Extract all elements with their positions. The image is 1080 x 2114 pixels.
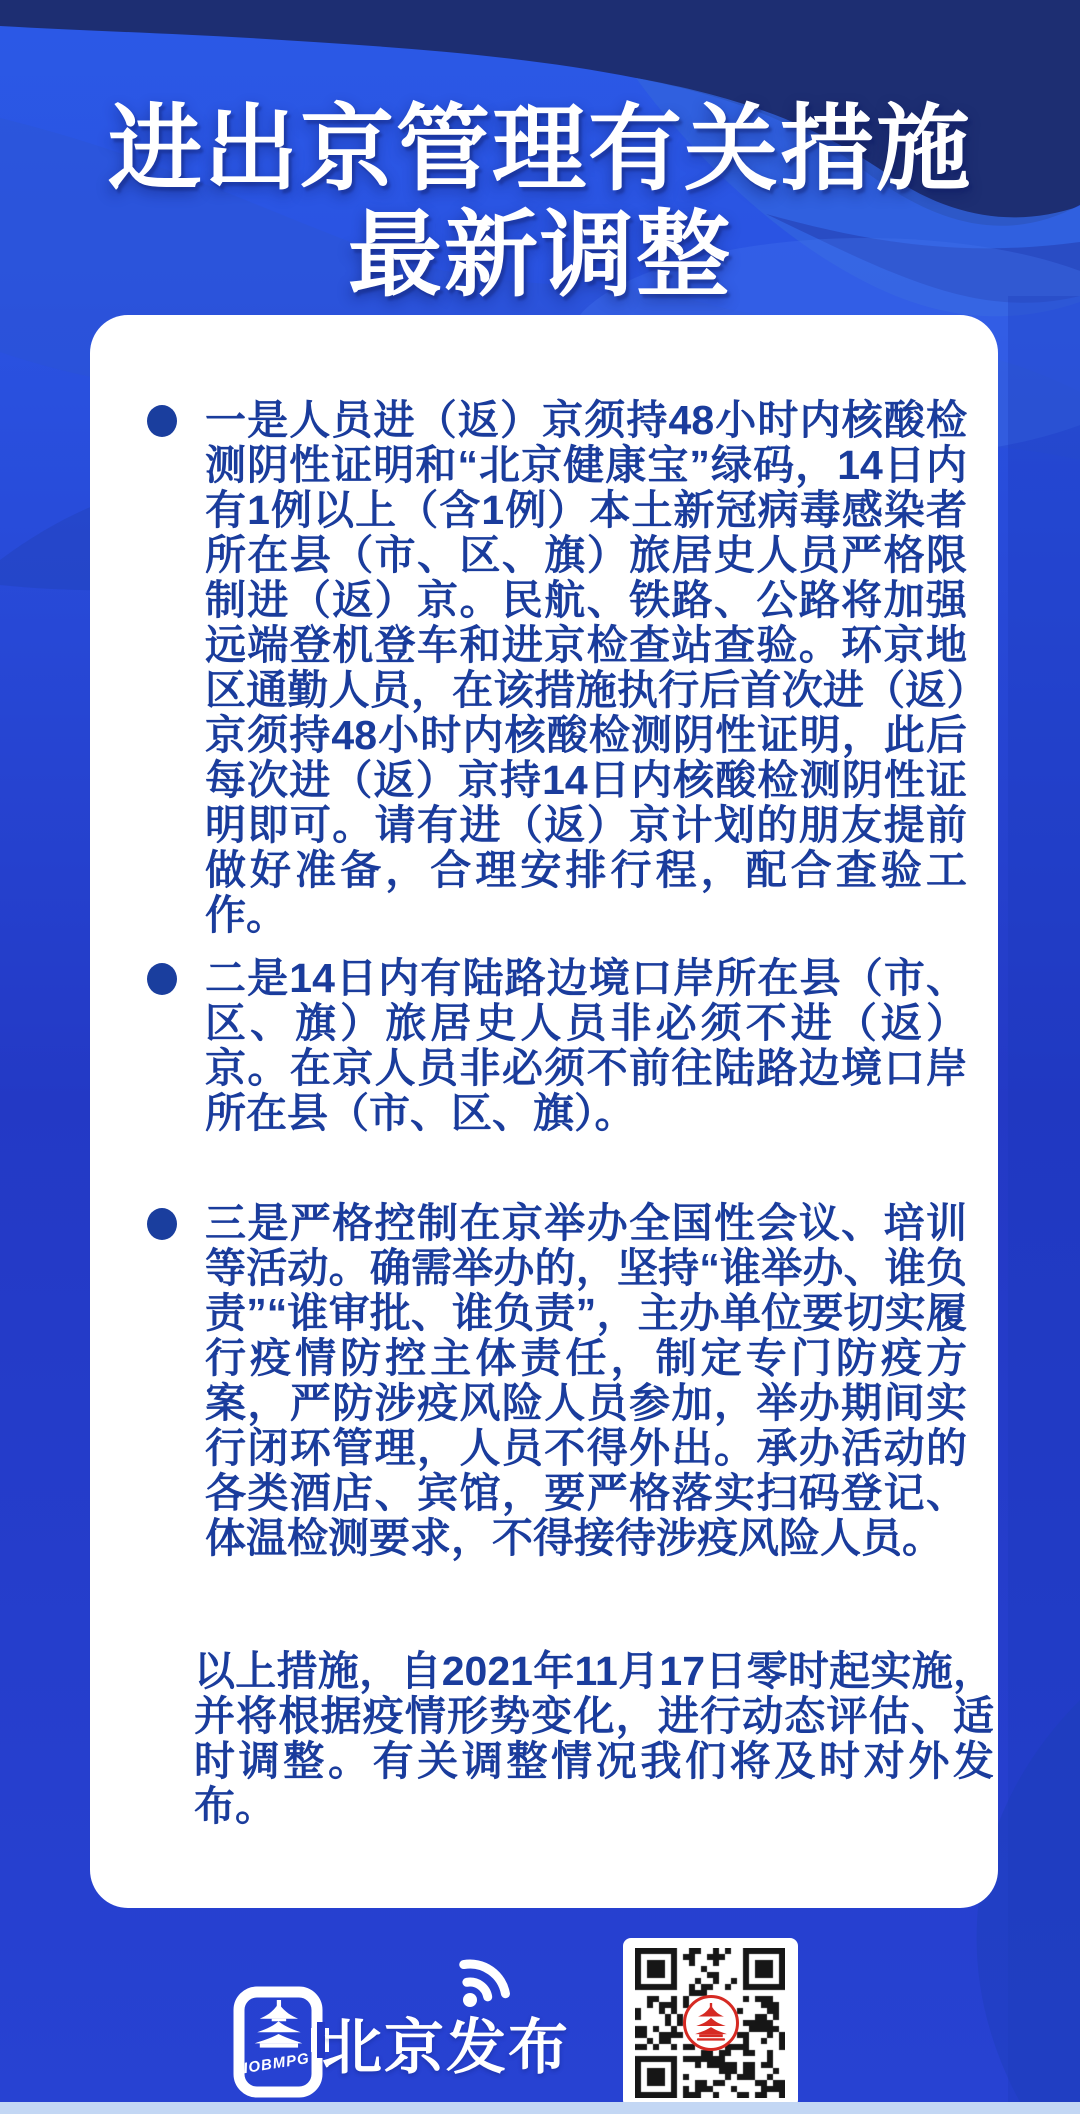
beijing-release-badge	[231, 1986, 331, 2100]
measure-item-3	[147, 1201, 967, 1561]
effective-date-note: 以上措施，自2021年11月17日零时起实施，并将根据疫情形势变化，进行动态评估、适时调整。有关调整情况我们将及时对外发布。	[194, 1648, 994, 1829]
title-line-2: 最新调整	[347, 202, 732, 307]
badge-acronym: IOBMPG	[242, 2049, 311, 2078]
bottom-strip	[0, 2102, 1080, 2114]
measure-item-2	[147, 956, 967, 1136]
pagoda-badge-icon	[231, 1986, 331, 2100]
bullet-dot-icon	[147, 405, 177, 437]
wechat-qr-code	[623, 1938, 798, 2108]
measure-1-text: 一是人员进（返）京须持48小时内核酸检测阴性证明和“北京健康宝”绿码，14日内有1例以上（含1例）本土新冠病毒感染者所在县（市、区、旗）旅居史人员严格限制进（返）京。民航、铁路、公路将加强远端登机登车和进京检查站查验。环京地区通勤人员，在该措施执行后首次进（返）京须持48小时内核酸检测阴性证明，此后每次进（返）京持14日内核酸检测阴性证明即可。请有进（返）京计划的朋友提前做好准备，合理安排行程，配合查验工作。	[205, 397, 967, 938]
measure-3-text: 三是严格控制在京举办全国性会议、培训等活动。确需举办的，坚持“谁举办、谁负责”“谁审批、谁负责”，主办单位要切实履行疫情防控主体责任，制定专门防疫方案，严防涉疫风险人员参加，举办期间实行闭环管理，人员不得外出。承办活动的各类酒店、宾馆，要严格落实扫码登记、体温检测要求，不得接待涉疫风险人员。	[205, 1200, 967, 1561]
bullet-dot-icon	[147, 963, 177, 995]
content-card	[90, 315, 998, 1908]
brand-name: 北京发布	[322, 2014, 570, 2081]
poster-title	[0, 96, 1080, 308]
measure-2-text: 二是14日内有陆路边境口岸所在县（市、区、旗）旅居史人员非必须不进（返）京。在京人员非必须不前往陆路边境口岸所在县（市、区、旗）。	[205, 955, 967, 1136]
pagoda-seal-icon	[683, 1995, 739, 2051]
title-line-1: 进出京管理有关措施	[107, 96, 972, 201]
measure-item-1	[147, 398, 967, 938]
bullet-dot-icon	[147, 1208, 177, 1240]
